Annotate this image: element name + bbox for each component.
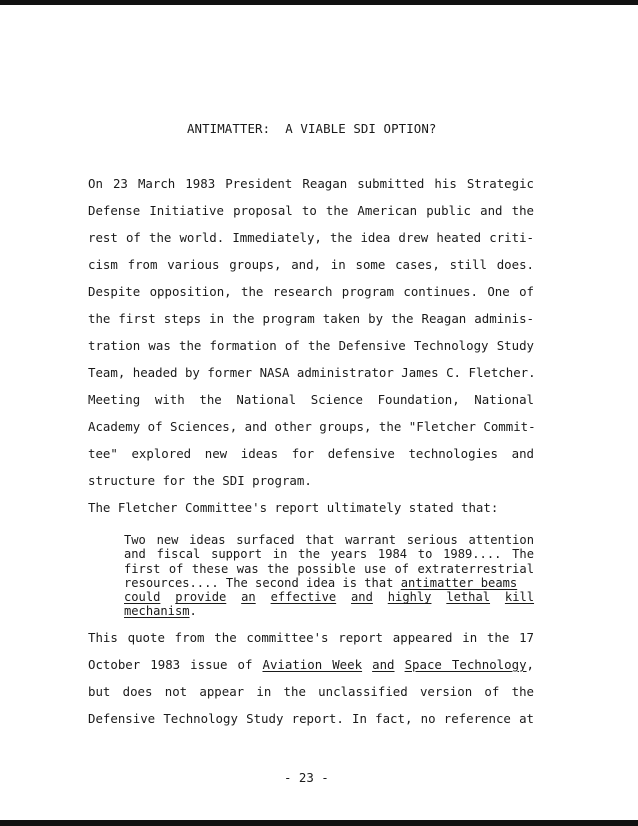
text-line: but does not appear in the unclassified version of the	[88, 684, 534, 699]
underlined-word: highly	[387, 590, 432, 605]
paragraph-intro	[88, 170, 534, 494]
publication-title-space-technology: Space Technology	[404, 657, 527, 672]
underlined-word: and	[351, 590, 373, 605]
underlined-word: provide	[175, 590, 227, 605]
underlined-word-mechanism: mechanism	[124, 604, 190, 619]
text-line: Defense Initiative proposal to the American public and the	[88, 203, 534, 218]
text-line: cism from various groups, and, in some cases, still does.	[88, 257, 534, 272]
text-line: the first steps in the program taken by the Reagan adminis-	[88, 311, 534, 326]
underlined-word: lethal	[446, 590, 491, 605]
paragraph-source	[88, 624, 534, 732]
quote-line: first of these was the possible use of extraterrestrial	[124, 561, 534, 576]
underlined-word: an	[241, 590, 256, 605]
page-title: ANTIMATTER: A VIABLE SDI OPTION?	[187, 121, 437, 136]
text-line: Despite opposition, the research program continues. One of	[88, 284, 534, 299]
text-segment: October 1983 issue of	[88, 657, 263, 672]
text-line: On 23 March 1983 President Reagan submitted his Strategic	[88, 176, 534, 191]
text-line: This quote from the committee's report appeared in the 17	[88, 630, 534, 645]
underlined-word: could	[124, 590, 161, 605]
text-line: tee" explored new ideas for defensive technologies and	[88, 446, 534, 461]
publication-title-aviation-week: Aviation Week	[262, 657, 363, 672]
underlined-word: effective	[270, 590, 337, 605]
text-line: tration was the formation of the Defensive Technology Study	[88, 338, 534, 353]
text-segment	[362, 657, 372, 672]
text-segment: ,	[526, 657, 534, 672]
quote-line: Two new ideas surfaced that warrant serious attention	[124, 533, 534, 547]
text-line: rest of the world. Immediately, the idea drew heated criti-	[88, 230, 534, 245]
page-number: - 23 -	[284, 770, 329, 785]
text-line	[88, 651, 534, 678]
text-line: Team, headed by former NASA administrator James C. Fletcher.	[88, 365, 536, 380]
quote-text: .	[189, 604, 197, 619]
text-line: structure for the SDI program.	[88, 473, 312, 488]
quote-line	[124, 576, 534, 590]
text-segment	[395, 657, 405, 672]
text-line: Academy of Sciences, and other groups, the "Fletcher Commit-	[88, 419, 536, 434]
top-scan-border	[0, 0, 638, 5]
publication-title-and: and	[372, 657, 395, 672]
underlined-phrase-antimatter-beams: antimatter beams	[400, 575, 518, 590]
bottom-scan-border	[0, 820, 638, 826]
text-line: Meeting with the National Science Foundation, National	[88, 392, 534, 407]
quote-line: and fiscal support in the years 1984 to 1989.... The	[124, 547, 534, 562]
block-quote	[124, 533, 534, 619]
quote-text: resources.... The second idea is that	[124, 575, 401, 590]
quote-line	[124, 604, 534, 618]
text-line: Defensive Technology Study report. In fact, no reference at	[88, 711, 534, 726]
underlined-word: kill	[504, 590, 535, 605]
quote-line-underlined	[124, 590, 534, 604]
quote-intro-line: The Fletcher Committee's report ultimately stated that:	[88, 500, 499, 515]
